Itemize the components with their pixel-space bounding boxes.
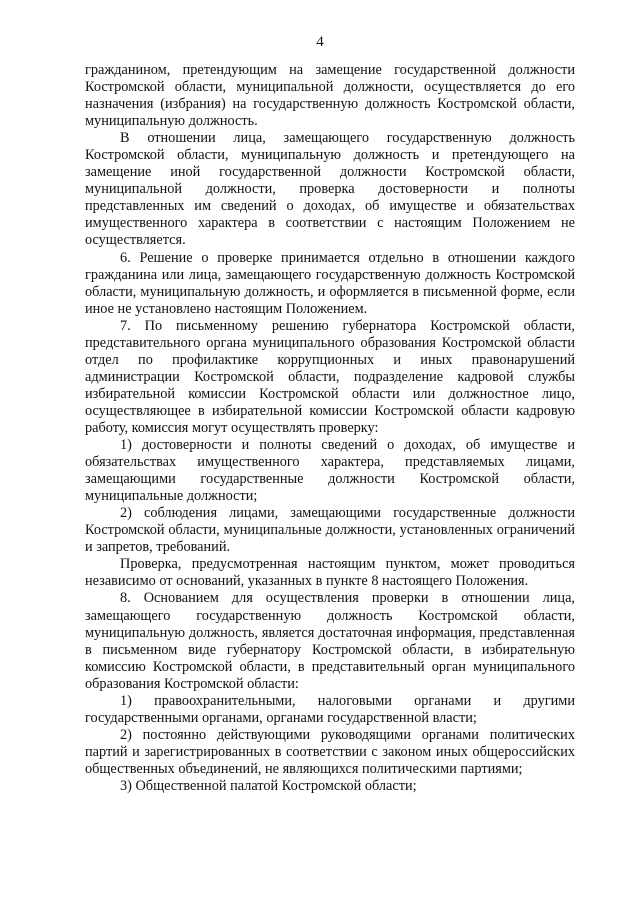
paragraph-item-7-note: Проверка, предусмотренная настоящим пунктом, может проводиться независимо от оснований, указанных в пункте 8 настоящего Положения. bbox=[85, 556, 575, 590]
paragraph-item-7: 7. По письменному решению губернатора Костромской области, представительного органа муниципального образования Костромской области отдел по профилактике коррупционных и иных правонарушений администрации Костромской области, подразделение кадровой службы избирательной комиссии Костромской области или должностное лицо, осуществляющее в избирательной комиссии Костромской области кадровую работу, комиссия могут осуществлять проверку: bbox=[85, 317, 575, 436]
paragraph-item-6: 6. Решение о проверке принимается отдельно в отношении каждого гражданина или лица, замещающего государственную должность Костромской области, муниципальную должность, и оформляется в письменной форме, если иное не установлено настоящим Положением. bbox=[85, 249, 575, 317]
paragraph-item-8-sub-3: 3) Общественной палатой Костромской области; bbox=[120, 777, 417, 794]
paragraph-item-8-sub-1: 1) правоохранительными, налоговыми органами и другими государственными органами, органами государственной власти; bbox=[85, 692, 575, 726]
paragraph-item-8-sub-2: 2) постоянно действующими руководящими органами политических партий и зарегистрированных в соответствии с законом иных общероссийских общественных объединений, не являющихся политическими партиями; bbox=[85, 726, 575, 777]
document-body bbox=[85, 62, 575, 795]
paragraph-item-8: 8. Основанием для осуществления проверки в отношении лица, замещающего государственную должность Костромской области, муниципальную должность, является достаточная информация, представленная в письменном виде губернатору Костромской области, в избирательную комиссию Костромской области, в представительный орган муниципального образования Костромской области: bbox=[85, 590, 575, 692]
page-number: 4 bbox=[316, 34, 324, 50]
paragraph-item-7-sub-2: 2) соблюдения лицами, замещающими государственные должности Костромской области, муниципальные должности, установленных ограничений и запретов, требований. bbox=[85, 505, 575, 556]
paragraph-exemption: В отношении лица, замещающего государственную должность Костромской области, муниципальную должность и претендующего на замещение иной государственной должности Костромской области, муниципальной должности, проверка достоверности и полноты представленных им сведений о доходах, об имуществе и обязательствах имущественного характера в соответствии с настоящим Положением не осуществляется. bbox=[85, 130, 575, 249]
paragraph-continuation: гражданином, претендующим на замещение государственной должности Костромской области, муниципальной должности, осуществляется до его назначения (избрания) на государственную должность Костромской области, муниципальную должность. bbox=[85, 62, 575, 130]
paragraph-item-7-sub-1: 1) достоверности и полноты сведений о доходах, об имуществе и обязательствах имущественного характера, представляемых лицами, замещающими государственные должности Костромской области, муниципальные должности; bbox=[85, 437, 575, 505]
